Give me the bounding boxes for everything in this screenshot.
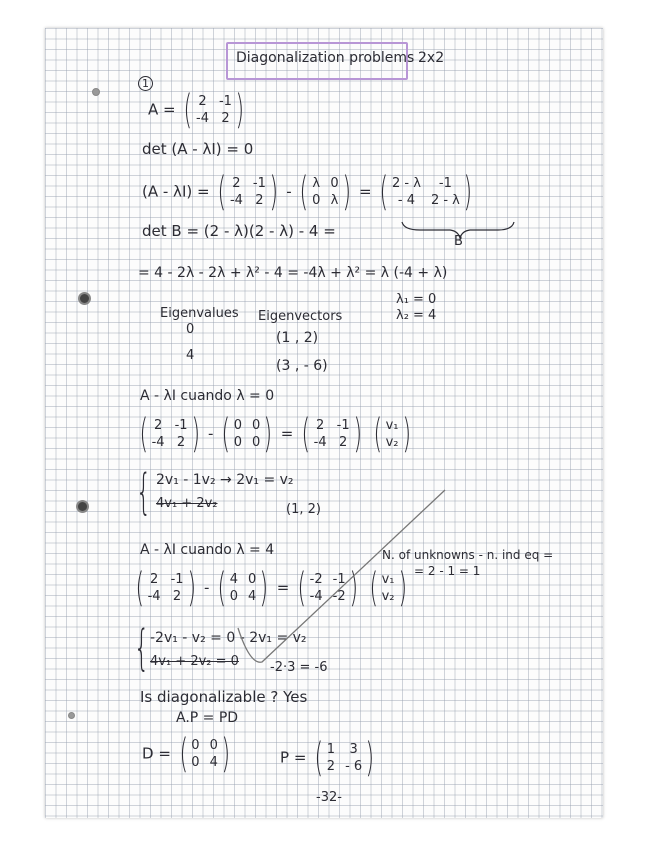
matrix-entry: -4 — [313, 435, 327, 450]
matrix-entry: -2 — [309, 572, 323, 587]
matrix-entry: -1 — [252, 176, 266, 191]
matrix-lambda-i: ( λ 0 0 λ ) — [299, 169, 351, 215]
matrix-entry: -4 — [151, 435, 165, 450]
system-0-line-2: 4v₁ + 2v₂ — [156, 496, 218, 511]
matrix-entry: -4 — [147, 589, 161, 604]
punch-hole — [68, 712, 75, 719]
matrix-entry: 2 — [326, 759, 336, 774]
matrix-entry: 3 — [349, 742, 358, 757]
matrix-entry: 0 — [330, 176, 339, 191]
matrix-entries — [382, 572, 395, 604]
problem-number: 1 — [138, 76, 153, 91]
matrix-result-0: ( 2 -1 -4 2 ) — [301, 411, 362, 457]
matrix-a-label: A = — [148, 100, 176, 119]
p-matrix-line — [280, 735, 378, 781]
eigenvalue-0: 0 — [186, 322, 195, 337]
matrix-entry: 4 — [229, 572, 239, 587]
matrix-entry: 4 — [209, 755, 218, 770]
equals-sign: = — [359, 182, 372, 201]
matrix-entry: 2 — [176, 435, 186, 450]
punch-hole — [76, 500, 89, 513]
minus-sign: - — [207, 424, 214, 443]
matrix-entry: v₁ — [381, 572, 395, 587]
system-4-line-2: 4v₁ + 2v₂ = 0 — [150, 654, 239, 669]
matrix-entry: 2 — [149, 572, 159, 587]
matrix-entry: -1 — [336, 418, 350, 433]
eigenvector-1: (1 , 2) — [276, 330, 319, 346]
a-minus-lambda-label: (A - λI) = — [142, 182, 210, 201]
matrix-entry: 2 — [172, 589, 182, 604]
page-number: -32- — [316, 790, 342, 805]
case-lambda-0: A - λI cuando λ = 0 — [140, 388, 275, 404]
lambda-two: λ₂ = 4 — [396, 308, 437, 323]
page-title: Diagonalization problems — [236, 50, 415, 66]
matrix-entry: 2 — [316, 418, 325, 433]
matrix-entry: v₂ — [385, 435, 399, 450]
p-label: P = — [280, 748, 307, 767]
matrix-entry: 0 — [191, 755, 200, 770]
system-brace-4: { — [134, 620, 150, 676]
matrix-entry: -4 — [196, 111, 209, 126]
punch-hole — [92, 88, 100, 96]
eigenvalues-heading: Eigenvalues — [160, 306, 239, 321]
matrix-result-4: ( -2 -1 -4 -2 ) — [297, 565, 358, 611]
equals-sign: = — [280, 424, 294, 443]
matrix-zero: ( 0 0 0 0 ) — [221, 411, 273, 457]
matrix-entry: 2 — [198, 94, 207, 109]
matrix-entries — [152, 418, 188, 450]
matrix-entry: 2 — [153, 418, 163, 433]
matrix-entry: λ — [312, 176, 321, 191]
matrix-entry: 2 — [232, 176, 241, 191]
matrix-entries — [191, 738, 218, 770]
matrix-entry: -4 — [309, 589, 323, 604]
matrix-d: ( 0 0 0 4 ) — [179, 731, 230, 777]
matrix-a: ( 2 -1 -4 2 ) — [183, 87, 245, 133]
matrix-a-2: ( 2 -1 -4 2 ) — [217, 169, 278, 215]
matrix-entries — [230, 176, 266, 208]
matrix-a-4: ( 2 -1 -4 2 ) — [135, 565, 196, 611]
det-b-line: det B = (2 - λ)(2 - λ) - 4 = — [142, 222, 336, 240]
minus-sign: - — [286, 182, 292, 201]
unknowns-value: = 2 - 1 = 1 — [414, 564, 481, 578]
matrix-entry: 0 — [312, 193, 321, 208]
matrix-entries — [312, 176, 339, 208]
eigenvectors-heading: Eigenvectors — [258, 309, 343, 324]
vector-v-2: ( v₁ v₂ ) — [369, 565, 407, 611]
matrix-entry: 2 — [338, 435, 348, 450]
matrix-entry: -4 — [229, 193, 243, 208]
expansion-line: = 4 - 2λ - 2λ + λ² - 4 = -4λ + λ² = λ (-4 + λ) — [138, 265, 448, 281]
matrix-entry: 2 — [255, 193, 264, 208]
matrix-entry: v₂ — [381, 589, 395, 604]
matrix-entry: 2 — [221, 111, 230, 126]
case-4-matrix-line — [132, 565, 410, 611]
ap-pd: A.P = PD — [176, 710, 239, 726]
matrix-entry: 0 — [252, 435, 261, 450]
matrix-entry: 0 — [233, 435, 243, 450]
matrix-entries — [314, 418, 350, 450]
eigenvector-2: (3 , - 6) — [276, 358, 328, 374]
matrix-entry: -1 — [170, 572, 184, 587]
system-4-line-2b: -2·3 = -6 — [270, 660, 328, 675]
matrix-entries — [310, 572, 346, 604]
title-suffix: 2x2 — [418, 50, 445, 66]
matrix-a-3: ( 2 -1 -4 2 ) — [139, 411, 200, 457]
unknowns-note: N. of unknowns - n. ind eq = — [382, 548, 554, 562]
matrix-a-line — [148, 87, 248, 133]
matrix-entry: -1 — [174, 418, 188, 433]
system-brace-0: { — [136, 464, 152, 520]
punch-hole — [78, 292, 91, 305]
matrix-entry: v₁ — [385, 418, 399, 433]
matrix-entry: λ — [330, 193, 339, 208]
matrix-entry: 0 — [229, 589, 239, 604]
minus-sign: - — [203, 578, 210, 597]
matrix-b: ( 2 - λ -1 - 4 2 - λ ) — [379, 169, 472, 215]
matrix-four-i: ( 4 0 0 4 ) — [217, 565, 269, 611]
matrix-entry: - 4 — [397, 193, 416, 208]
matrix-entries — [392, 176, 460, 208]
matrix-entry: -2 — [332, 589, 346, 604]
matrix-entries — [234, 418, 261, 450]
d-matrix-line — [142, 731, 233, 777]
system-0-line-1: 2v₁ - 1v₂ → 2v₁ = v₂ — [156, 472, 294, 488]
matrix-entry: 1 — [326, 742, 336, 757]
eigenvalue-4: 4 — [186, 348, 195, 363]
is-diagonalizable: Is diagonalizable ? Yes — [140, 688, 308, 706]
b-label: B — [454, 234, 463, 249]
matrix-entry: 0 — [191, 738, 200, 753]
matrix-p: ( 1 3 2 - 6 ) — [314, 735, 375, 781]
matrix-entries — [386, 418, 399, 450]
a-minus-lambda-line — [142, 169, 475, 215]
case-0-matrix-line — [136, 411, 414, 457]
matrix-entry: 0 — [252, 418, 261, 433]
d-label: D = — [142, 744, 171, 763]
case-lambda-4: A - λI cuando λ = 4 — [140, 542, 275, 558]
matrix-entry: 0 — [209, 738, 218, 753]
matrix-entries — [327, 742, 362, 774]
equals-sign: = — [276, 578, 290, 597]
matrix-entries — [148, 572, 184, 604]
system-0-vector: (1, 2) — [286, 502, 321, 517]
matrix-entry: -1 — [438, 176, 452, 191]
system-4-line-1: -2v₁ - v₂ = 0 - 2v₁ = v₂ — [150, 630, 307, 646]
matrix-entries — [230, 572, 257, 604]
vector-v: ( v₁ v₂ ) — [373, 411, 411, 457]
matrix-entries — [196, 94, 232, 126]
matrix-entry: -1 — [332, 572, 346, 587]
matrix-entry: 2 - λ — [392, 176, 421, 191]
matrix-entry: 4 — [248, 589, 257, 604]
matrix-entry: -1 — [218, 94, 232, 109]
det-equation: det (A - λI) = 0 — [142, 140, 254, 158]
matrix-entry: 0 — [233, 418, 243, 433]
lambda-one: λ₁ = 0 — [396, 292, 437, 307]
matrix-entry: - 6 — [345, 759, 363, 774]
matrix-entry: 0 — [248, 572, 257, 587]
matrix-entry: 2 - λ — [430, 193, 460, 208]
